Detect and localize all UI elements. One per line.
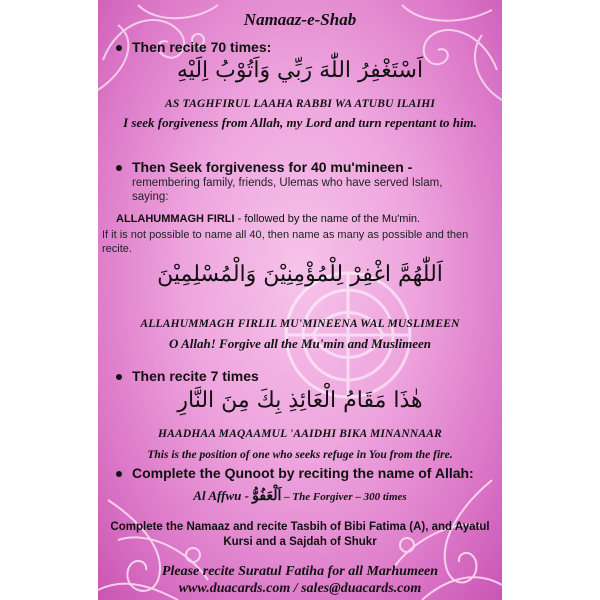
allah-name-transliteration: Al Affwu - [193,488,253,503]
step-2-phrase-line [116,213,496,225]
footer-website-email[interactable]: www.duacards.com / sales@duacards.com [178,581,422,596]
bullet-icon [116,45,122,51]
allah-name-arabic: اَلْعَفُوُّ [252,488,282,504]
footer-dedication: Please recite Suratul Fatiha for all Marhumeen [161,564,439,579]
step-1-heading-row [116,39,271,56]
bullet-icon [116,165,122,171]
step-1-arabic: اَسْتَغْفِرُ اللّٰهَ رَبِّي وَاَتُوْبُ اِلَيْهِ [176,58,424,83]
step-2-translation: O Allah! Forgive all the Mu'min and Muslimeen [168,336,432,351]
step-2-heading: Then Seek forgiveness for 40 mu'mineen - [132,159,413,175]
allah-name-meaning: – The Forgiver – 300 times [281,491,407,503]
step-2-phrase: ALLAHUMMAGH FIRLI [116,213,235,225]
dua-card [98,0,502,600]
step-3-translation: This is the position of one who seeks refuge in You from the fire. [147,449,453,461]
step-2-subtext: remembering family, friends, Ulemas who have served Islam, saying: [132,177,443,203]
step-1-translation: I seek forgiveness from Allah, my Lord and turn repentant to him. [123,115,477,130]
step-4-heading: Complete the Qunoot by reciting the name of Allah: [132,465,474,481]
step-4-name-line [98,488,502,505]
step-3-arabic: هٰذَا مَقَامُ الْعَائِذِ بِكَ مِنَ النَّارِ [177,388,423,413]
closing-instructions: Complete the Namaaz and recite Tasbih of Bibi Fatima (A), and Ayatul Kursi and a Sajdah of Shukr [110,521,490,548]
step-4-heading-row [116,465,474,482]
step-2-note: If it is not possible to name all 40, then name as many as possible and then recite. [102,229,469,255]
bullet-icon [116,374,122,380]
step-2-heading-row [116,159,412,176]
bullet-icon [116,471,122,477]
step-2-transliteration: ALLAHUMMAGH FIRLIL MU'MINEENA WAL MUSLIMEEN [140,318,460,330]
page-title: Namaaz-e-Shab [243,10,357,29]
step-2-phrase-suffix: - followed by the name of the Mu'min. [234,213,421,225]
step-3-heading: Then recite 7 times [132,368,259,384]
step-3-heading-row [116,368,259,385]
step-3-transliteration: HAADHAA MAQAAMUL 'AAIDHI BIKA MINANNAAR [157,428,443,440]
step-2-arabic: اَللّٰهُمَّ اغْفِرْ لِلْمُؤْمِنِيْنَ وَالْمُسْلِمِيْنَ [157,262,443,287]
step-1-heading: Then recite 70 times: [132,39,272,55]
step-1-transliteration: AS TAGHFIRUL LAAHA RABBI WA ATUBU ILAIHI [164,98,436,110]
